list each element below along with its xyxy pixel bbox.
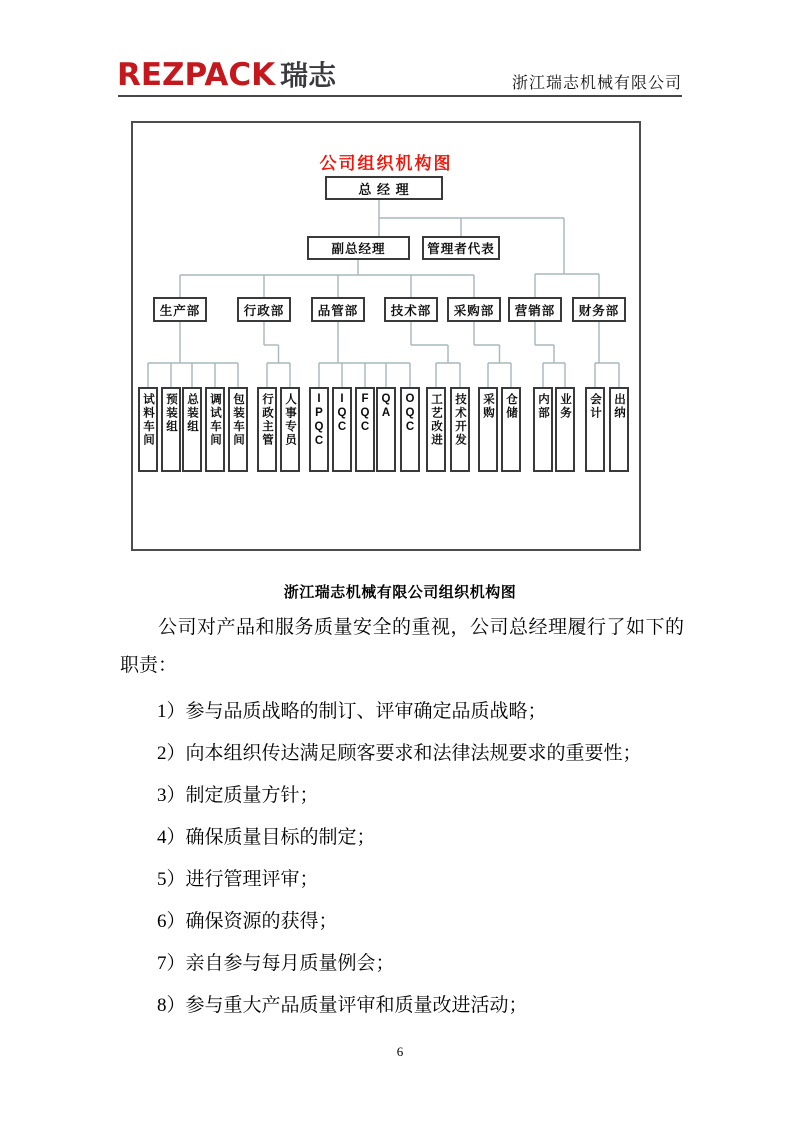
page-number: 6 <box>396 1044 404 1059</box>
org-node-section: 试料车间 <box>138 387 158 472</box>
org-node-department: 营销部 <box>508 297 562 322</box>
figure-caption: 浙江瑞志机械有限公司组织机构图 <box>283 584 517 601</box>
duty-list-item: 6）确保资源的获得； <box>157 911 338 932</box>
duty-list-item: 1）参与品质战略的制订、评审确定品质战略； <box>157 701 547 722</box>
duty-list-item: 4）确保质量目标的制定； <box>157 827 376 848</box>
org-node-department: 采购部 <box>447 297 501 322</box>
duty-list-item: 8）参与重大产品质量评审和质量改进活动； <box>157 995 528 1016</box>
duty-list-item: 2）向本组织传达满足顾客要求和法律法规要求的重要性； <box>157 743 642 764</box>
body-paragraph: 公司对产品和服务质量安全的重视，公司总经理履行了如下的职责： <box>120 617 684 676</box>
header-company-name: 浙江瑞志机械有限公司 <box>511 75 682 92</box>
logo-chinese-text: 瑞志 <box>280 59 337 92</box>
org-node-department: 技术部 <box>384 297 438 322</box>
logo-wordmark: REZPACK <box>117 57 276 93</box>
org-node-management-rep: 管理者代表 <box>422 236 500 260</box>
org-node-section: 采购 <box>478 387 498 472</box>
org-node-department: 品管部 <box>311 297 365 322</box>
org-node-section: 总装组 <box>182 387 202 472</box>
org-node-section: 出纳 <box>609 387 629 472</box>
org-node-section: QA <box>376 387 396 472</box>
org-node-section: IQC <box>332 387 352 472</box>
duty-list-item: 3）制定质量方针； <box>157 785 319 806</box>
org-node-section: 会计 <box>585 387 605 472</box>
org-node-section: 仓储 <box>501 387 521 472</box>
org-node-section: OQC <box>400 387 420 472</box>
org-node-section: 行政主管 <box>257 387 277 472</box>
duty-list-item: 5）进行管理评审； <box>157 869 319 890</box>
org-node-section: FQC <box>355 387 375 472</box>
org-node-department: 行政部 <box>237 297 291 322</box>
org-node-section: 人事专员 <box>280 387 300 472</box>
org-node-section: 调试车间 <box>205 387 225 472</box>
company-logo <box>117 54 336 94</box>
duty-list-item: 7）亲自参与每月质量例会； <box>157 953 395 974</box>
org-chart-title: 公司组织机构图 <box>319 154 453 173</box>
org-node-deputy-gm: 副总经理 <box>307 236 410 260</box>
org-node-department: 财务部 <box>572 297 626 322</box>
org-chart-figure <box>131 121 641 551</box>
org-node-general-manager: 总 经 理 <box>325 176 443 200</box>
org-node-section: 工艺改进 <box>426 387 446 472</box>
org-node-section: 预装组 <box>161 387 181 472</box>
org-node-section: 技术开发 <box>450 387 470 472</box>
org-node-section: 业务 <box>555 387 575 472</box>
org-node-section: 包装车间 <box>228 387 248 472</box>
org-node-department: 生产部 <box>153 297 207 322</box>
org-node-section: 内部 <box>533 387 553 472</box>
header-divider <box>118 95 682 97</box>
duty-list <box>157 691 690 1027</box>
org-node-section: IPQC <box>309 387 329 472</box>
